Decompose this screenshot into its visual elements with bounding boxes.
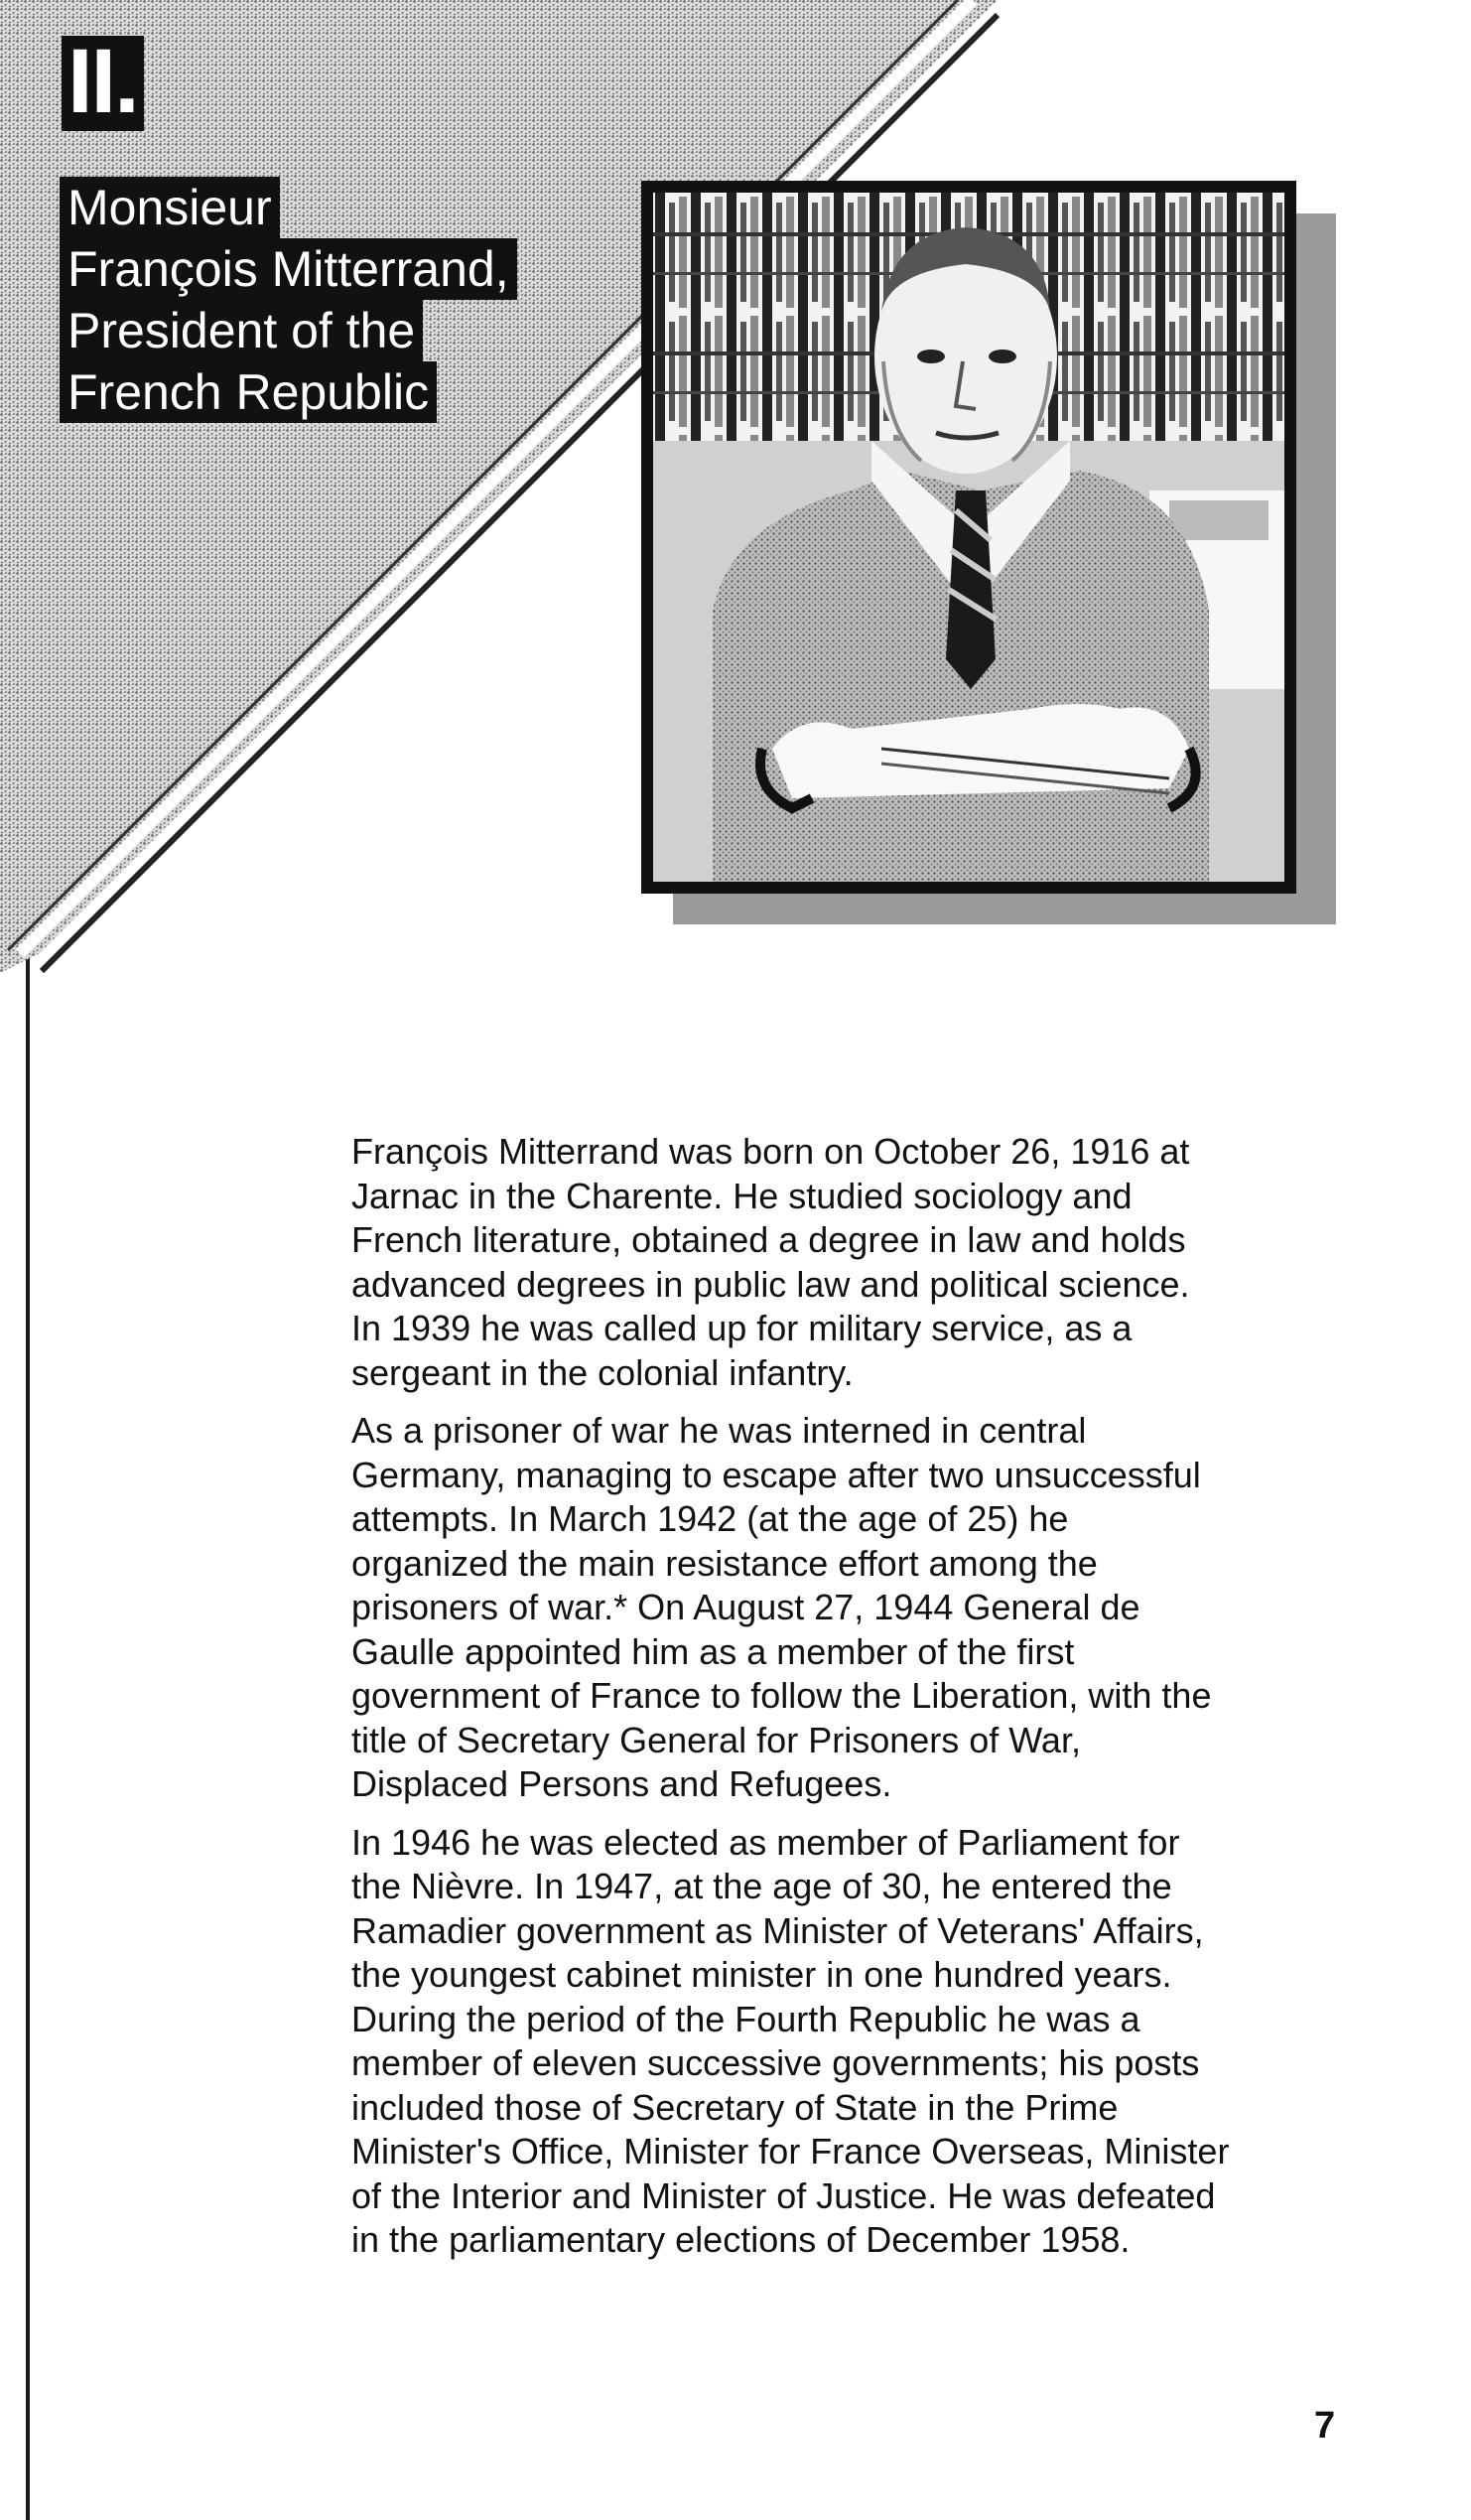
paragraph-political-career: In 1946 he was elected as member of Parliament for the Nièvre. In 1947, at the age of 30, he entered the Ramadier government as Minister of Veterans' Affairs, the youngest cabinet minister in one hundred years. During the period of the Fourth Republic he was a member of eleven successive governments; his posts included those of Secretary of State in the Prime Minister's Office, Minister for France Overseas, Minister of the Interior and Minister of Justice. He was defeated in the parliamentary elections of December 1958. — [351, 1821, 1230, 2260]
paragraph-war-years: As a prisoner of war he was interned in central Germany, managing to escape after two unsuccessful attempts. In March 1942 (at the age of 25) he organized the main resistance effort among the prisoners of war.* On August 27, 1944 General de Gaulle appointed him as a member of the first government of France to follow the Liberation, with the title of Secretary General for Prisoners of War, Displaced Persons and Refugees. — [351, 1410, 1212, 1804]
title-line-3: President of the — [60, 300, 423, 361]
title-line-4: French Republic — [60, 361, 437, 423]
portrait-photo — [641, 181, 1296, 894]
body-text — [351, 1130, 1344, 2277]
paragraph-early-life: François Mitterrand was born on October 26, 1916 at Jarnac in the Charente. He studied sociology and French literature, obtained a degree in law and holds advanced degrees in public law and political science. In 1939 he was called up for military service, as a sergeant in the colonial infantry. — [351, 1131, 1190, 1393]
title-line-2: François Mitterrand, — [60, 238, 517, 300]
page-number: 7 — [1314, 2405, 1336, 2447]
section-numeral: II. — [62, 36, 144, 131]
page-title — [60, 177, 517, 423]
title-line-1: Monsieur — [60, 177, 280, 238]
portrait-image — [653, 193, 1284, 882]
